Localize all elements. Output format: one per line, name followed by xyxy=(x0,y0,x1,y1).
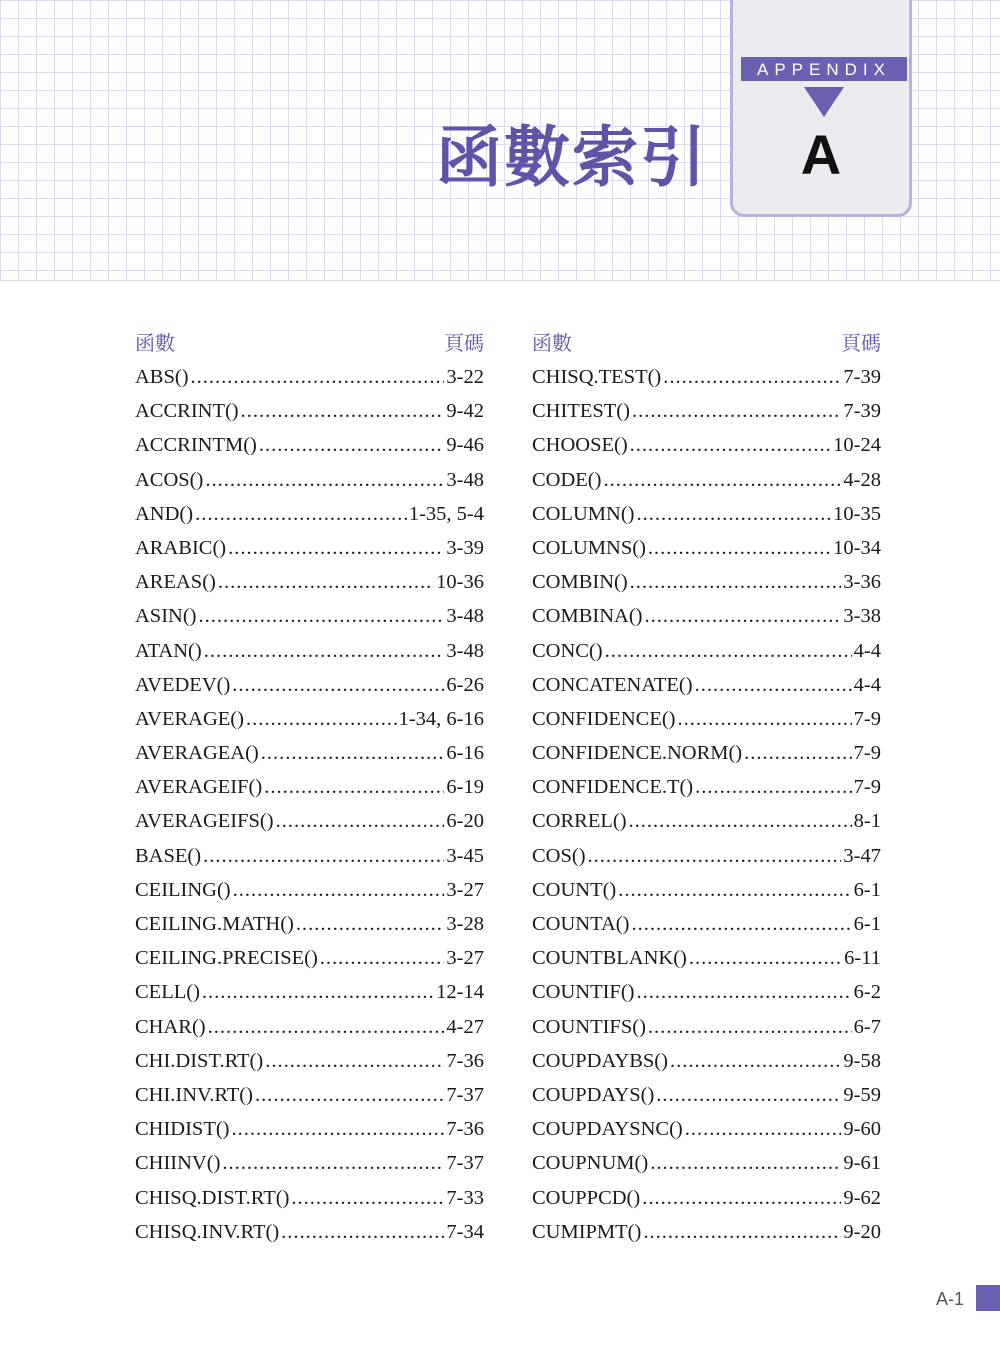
page-reference: 3-48 xyxy=(446,468,484,491)
function-name: CONFIDENCE() xyxy=(532,707,676,730)
index-entry xyxy=(532,360,881,394)
dot-leader xyxy=(259,428,445,462)
dot-leader xyxy=(744,736,852,770)
dot-leader xyxy=(643,1215,841,1249)
function-name: COUNTIF() xyxy=(532,981,635,1004)
page-reference: 4-28 xyxy=(843,468,881,491)
dot-leader xyxy=(678,702,852,736)
index-entry xyxy=(135,907,484,941)
page-reference: 10-24 xyxy=(833,434,881,457)
function-name: AND() xyxy=(135,502,194,525)
index-entry xyxy=(135,702,484,736)
dot-leader xyxy=(246,702,397,736)
page-reference: 4-4 xyxy=(853,673,881,696)
page-reference: 3-48 xyxy=(446,639,484,662)
dot-leader xyxy=(695,668,852,702)
page-reference: 9-60 xyxy=(843,1118,881,1141)
function-name: COUPDAYSNC() xyxy=(532,1118,683,1141)
dot-leader xyxy=(228,531,444,565)
function-name: AVERAGEA() xyxy=(135,742,259,765)
page-reference: 12-14 xyxy=(436,981,484,1004)
page-reference: 1-34, 6-16 xyxy=(398,707,484,730)
function-name: ASIN() xyxy=(135,605,197,628)
entry-list xyxy=(135,360,484,1249)
function-name: COLUMNS() xyxy=(532,536,646,559)
column-header-page: 頁碼 xyxy=(841,331,881,355)
page-reference: 3-39 xyxy=(446,536,484,559)
dot-leader xyxy=(291,1181,444,1215)
index-entry xyxy=(532,770,881,804)
page-marker xyxy=(976,1285,1000,1311)
function-name: AREAS() xyxy=(135,571,216,594)
page-reference: 6-20 xyxy=(446,810,484,833)
dot-leader xyxy=(232,1112,445,1146)
dot-leader xyxy=(204,634,445,668)
dot-leader xyxy=(199,599,445,633)
dot-leader xyxy=(255,1078,444,1112)
dot-leader xyxy=(203,839,444,873)
index-entry xyxy=(135,668,484,702)
page-reference: 7-37 xyxy=(446,1083,484,1106)
dot-leader xyxy=(605,634,852,668)
index-entry xyxy=(532,736,881,770)
dot-leader xyxy=(320,941,445,975)
index-entry xyxy=(135,599,484,633)
index-entry xyxy=(135,634,484,668)
function-name: COUNT() xyxy=(532,878,617,901)
page-number: A-1 xyxy=(936,1289,965,1309)
index-entry xyxy=(135,941,484,975)
dot-leader xyxy=(631,907,851,941)
dot-leader xyxy=(191,360,445,394)
function-name: CONFIDENCE.T() xyxy=(532,776,694,799)
page-reference: 6-16 xyxy=(446,742,484,765)
index-entry xyxy=(135,873,484,907)
function-name: COMBIN() xyxy=(532,571,628,594)
dot-leader xyxy=(642,1181,841,1215)
function-name: COUPDAYBS() xyxy=(532,1049,668,1072)
dot-leader xyxy=(685,1112,842,1146)
function-name: ACCRINT() xyxy=(135,400,239,423)
dot-leader xyxy=(264,770,444,804)
function-name: CHI.INV.RT() xyxy=(135,1083,253,1106)
function-name: COLUMN() xyxy=(532,502,635,525)
function-name: CHIDIST() xyxy=(135,1118,230,1141)
index-entry xyxy=(532,839,881,873)
column-header xyxy=(532,326,881,360)
index-column-left xyxy=(135,326,484,1249)
index-entry xyxy=(135,1146,484,1180)
function-name: CHOOSE() xyxy=(532,434,628,457)
grid-header xyxy=(0,0,1000,281)
page-reference: 6-1 xyxy=(853,913,881,935)
appendix-label: APPENDIX xyxy=(741,57,907,81)
index-entry xyxy=(135,1078,484,1112)
dot-leader xyxy=(232,668,444,702)
dot-leader xyxy=(632,394,841,428)
function-name: AVERAGE() xyxy=(135,707,244,730)
page-reference: 7-9 xyxy=(853,742,881,765)
index-entry xyxy=(532,941,881,975)
page-reference: 7-9 xyxy=(853,707,881,730)
index-entry xyxy=(532,1215,881,1249)
page-reference: 6-11 xyxy=(844,947,881,970)
function-name: COUNTIFS() xyxy=(532,1015,646,1038)
dot-leader xyxy=(630,428,832,462)
dot-leader xyxy=(670,1044,841,1078)
page-reference: 7-39 xyxy=(843,366,881,388)
page-reference: 7-37 xyxy=(446,1152,484,1175)
function-name: CORREL() xyxy=(532,810,627,833)
function-name: COMBINA() xyxy=(532,605,643,628)
function-name: CHISQ.INV.RT() xyxy=(135,1220,280,1243)
page-reference: 9-20 xyxy=(843,1220,881,1243)
function-name: COUNTA() xyxy=(532,913,630,935)
dot-leader xyxy=(648,1010,852,1044)
index-entry xyxy=(532,1078,881,1112)
dot-leader xyxy=(588,839,842,873)
index-column-right xyxy=(532,326,881,1249)
page-reference: 3-27 xyxy=(446,878,484,901)
index-entry xyxy=(532,907,881,941)
index-entry xyxy=(532,531,881,565)
index-entry xyxy=(135,1215,484,1249)
function-name: CONFIDENCE.NORM() xyxy=(532,742,743,765)
entry-list xyxy=(532,360,881,1249)
appendix-letter: A xyxy=(800,123,842,186)
index-entry xyxy=(532,394,881,428)
function-name: ATAN() xyxy=(135,639,202,662)
index-entry xyxy=(532,873,881,907)
index-entry xyxy=(135,770,484,804)
function-name: AVERAGEIFS() xyxy=(135,810,274,833)
index-entry xyxy=(532,634,881,668)
page-reference: 7-36 xyxy=(446,1049,484,1072)
function-name: AVEDEV() xyxy=(135,673,231,696)
dot-leader xyxy=(629,804,852,838)
index-entry xyxy=(532,1010,881,1044)
index-entry xyxy=(532,463,881,497)
column-header-function: 函數 xyxy=(135,331,175,355)
dot-leader xyxy=(695,770,852,804)
page-reference: 4-27 xyxy=(446,1015,484,1038)
index-entry xyxy=(135,839,484,873)
index-entry xyxy=(135,736,484,770)
index-entry xyxy=(135,1112,484,1146)
function-name: CHITEST() xyxy=(532,400,630,423)
function-name: COUPDAYS() xyxy=(532,1083,655,1106)
index-entry xyxy=(135,394,484,428)
function-name: CEILING() xyxy=(135,878,231,901)
page-reference: 3-48 xyxy=(446,605,484,628)
dot-leader xyxy=(637,975,852,1009)
dot-leader xyxy=(205,463,444,497)
dot-leader xyxy=(663,360,841,394)
dot-leader xyxy=(202,975,434,1009)
function-name: CELL() xyxy=(135,981,200,1004)
index-entry xyxy=(532,565,881,599)
function-name: CUMIPMT() xyxy=(532,1220,642,1243)
dot-leader xyxy=(265,1044,444,1078)
page-title: 函數索引 xyxy=(436,119,708,196)
dot-leader xyxy=(233,873,445,907)
function-name: CONC() xyxy=(532,639,603,662)
index-entry xyxy=(532,804,881,838)
index-entry xyxy=(135,1010,484,1044)
page-reference: 9-46 xyxy=(446,434,484,457)
page-reference: 9-62 xyxy=(843,1186,881,1209)
page-reference: 10-35 xyxy=(833,502,881,525)
column-header-page: 頁碼 xyxy=(444,331,484,355)
dot-leader xyxy=(261,736,445,770)
dot-leader xyxy=(195,497,407,531)
dot-leader xyxy=(637,497,832,531)
page-reference: 9-42 xyxy=(446,400,484,423)
dot-leader xyxy=(296,907,445,941)
dot-leader xyxy=(644,599,841,633)
dot-leader xyxy=(208,1010,445,1044)
index-entry xyxy=(135,1181,484,1215)
index-entry xyxy=(135,1044,484,1078)
index-entry xyxy=(135,497,484,531)
function-name: CHISQ.TEST() xyxy=(532,366,662,388)
page-reference: 3-45 xyxy=(446,844,484,867)
function-name: COUPPCD() xyxy=(532,1186,641,1209)
index-entry xyxy=(135,360,484,394)
dot-leader xyxy=(241,394,445,428)
page-reference: 6-26 xyxy=(446,673,484,696)
index-entry xyxy=(532,1044,881,1078)
page-reference: 10-36 xyxy=(436,571,484,594)
function-name: CHI.DIST.RT() xyxy=(135,1049,264,1072)
appendix-tab xyxy=(730,0,912,217)
page-reference: 3-22 xyxy=(446,366,484,388)
page-reference: 6-1 xyxy=(853,878,881,901)
function-name: ARABIC() xyxy=(135,536,227,559)
dot-leader xyxy=(630,565,842,599)
index-entry xyxy=(135,565,484,599)
page-reference: 7-9 xyxy=(853,776,881,799)
function-name: CODE() xyxy=(532,468,602,491)
dot-leader xyxy=(603,463,841,497)
page-reference: 7-34 xyxy=(446,1220,484,1243)
dot-leader xyxy=(650,1146,841,1180)
function-name: COUNTBLANK() xyxy=(532,947,687,970)
dot-leader xyxy=(276,804,445,838)
index-entry xyxy=(135,428,484,462)
dot-leader xyxy=(689,941,842,975)
page-reference: 1-35, 5-4 xyxy=(408,502,484,525)
page-reference: 3-38 xyxy=(843,605,881,628)
page-reference: 6-2 xyxy=(853,981,881,1004)
function-name: AVERAGEIF() xyxy=(135,776,263,799)
index-entry xyxy=(135,975,484,1009)
function-name: ACCRINTM() xyxy=(135,434,257,457)
dot-leader xyxy=(656,1078,841,1112)
page-reference: 3-27 xyxy=(446,947,484,970)
index-entry xyxy=(532,1112,881,1146)
dot-leader xyxy=(648,531,831,565)
page-reference: 6-19 xyxy=(446,776,484,799)
column-header xyxy=(135,326,484,360)
page-reference: 3-47 xyxy=(843,844,881,867)
function-name: CHIINV() xyxy=(135,1152,221,1175)
function-name: ACOS() xyxy=(135,468,204,491)
dot-leader xyxy=(218,565,434,599)
function-name: COUPNUM() xyxy=(532,1152,649,1175)
index-entry xyxy=(532,1181,881,1215)
index-entry xyxy=(532,702,881,736)
triangle-down-icon xyxy=(804,87,844,117)
index-entry xyxy=(532,599,881,633)
page-reference: 3-28 xyxy=(446,913,484,935)
index-entry xyxy=(532,668,881,702)
column-header-function: 函數 xyxy=(532,331,572,355)
function-name: CHAR() xyxy=(135,1015,206,1038)
function-name: CEILING.PRECISE() xyxy=(135,947,318,970)
function-name: BASE() xyxy=(135,844,202,867)
page-reference: 3-36 xyxy=(843,571,881,594)
dot-leader xyxy=(618,873,851,907)
index-entry xyxy=(532,428,881,462)
page-reference: 9-58 xyxy=(843,1049,881,1072)
function-name: CONCATENATE() xyxy=(532,673,693,696)
function-name: COS() xyxy=(532,844,586,867)
index-entry xyxy=(532,975,881,1009)
function-name: CEILING.MATH() xyxy=(135,913,294,935)
page-reference: 7-33 xyxy=(446,1186,484,1209)
page-reference: 9-59 xyxy=(843,1083,881,1106)
dot-leader xyxy=(281,1215,444,1249)
function-name: ABS() xyxy=(135,366,189,388)
page-reference: 7-36 xyxy=(446,1118,484,1141)
page-reference: 9-61 xyxy=(843,1152,881,1175)
index-entry xyxy=(135,463,484,497)
index-entry xyxy=(532,497,881,531)
page-reference: 6-7 xyxy=(853,1015,881,1038)
index-entry xyxy=(532,1146,881,1180)
index-entry xyxy=(135,531,484,565)
page-reference: 10-34 xyxy=(833,536,881,559)
dot-leader xyxy=(222,1146,444,1180)
function-name: CHISQ.DIST.RT() xyxy=(135,1186,290,1209)
page-reference: 4-4 xyxy=(853,639,881,662)
index-entry xyxy=(135,804,484,838)
page-reference: 8-1 xyxy=(853,810,881,833)
page-reference: 7-39 xyxy=(843,400,881,423)
